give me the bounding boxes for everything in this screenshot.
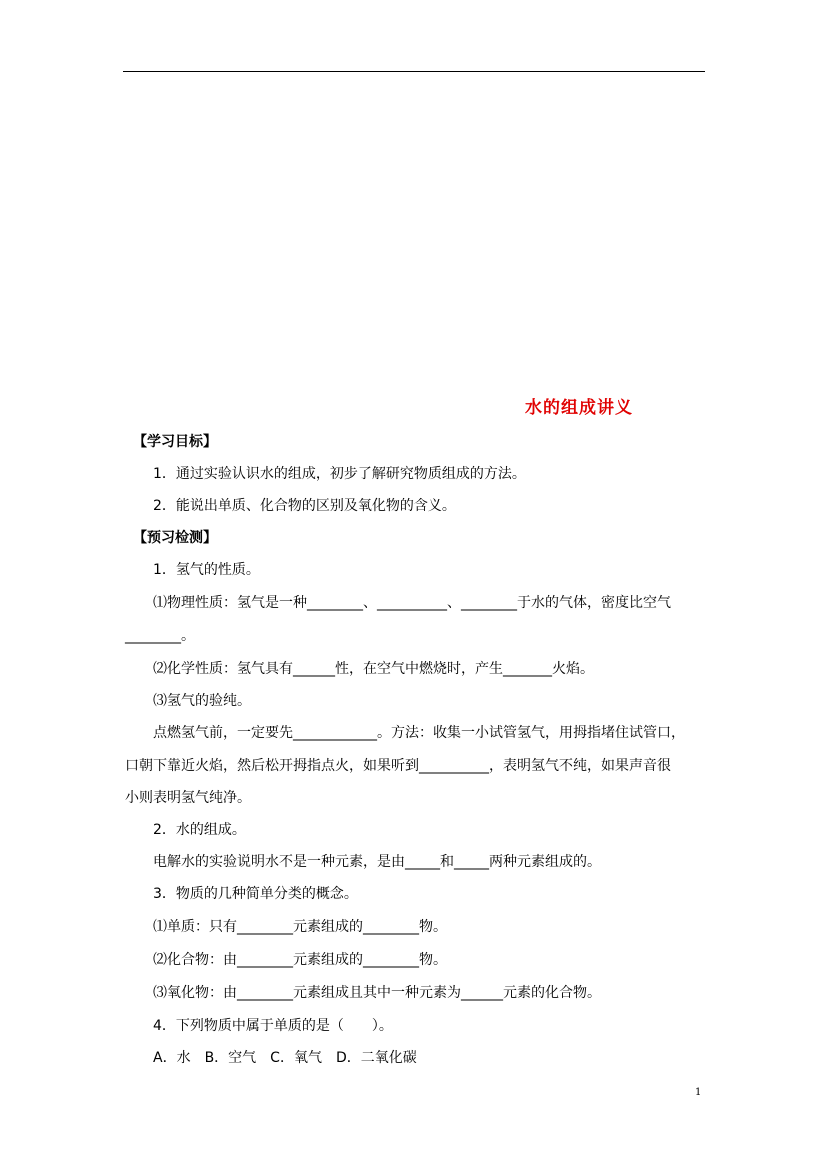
question-3-heading: 3．物质的几种简单分类的概念。 [153, 886, 358, 902]
question-1-purity-text: 点燃氢气前，一定要先____________。方法：收集一小试管氢气，用拇指堵住试管口， [153, 725, 685, 741]
goal-item-1: 1．通过实验认识水的组成，初步了解研究物质组成的方法。 [153, 466, 526, 482]
question-4-options: A．水 B．空气 C．氧气 D．二氧化碳 [153, 1050, 417, 1066]
question-2-text: 电解水的实验说明水不是一种元素，是由_____和_____两种元素组成的。 [153, 854, 601, 870]
question-4-heading: 4．下列物质中属于单质的是（ ）。 [153, 1018, 393, 1034]
question-2-heading: 2．水的组成。 [153, 822, 246, 838]
section-heading-preview: 【预习检测】 [133, 530, 217, 546]
question-1-purity-text-cont: 口朝下靠近火焰，然后松开拇指点火，如果听到__________，表明氢气不纯，如果声音很 [125, 758, 671, 774]
header-rule [123, 71, 705, 72]
question-1-chemical: ⑵化学性质：氢气具有______性，在空气中燃烧时，产生_______火焰。 [153, 661, 594, 677]
section-heading-goals: 【学习目标】 [133, 434, 217, 450]
question-1-purity-text-end: 小则表明氢气纯净。 [125, 790, 251, 806]
question-3-oxide: ⑶氧化物：由________元素组成且其中一种元素为______元素的化合物。 [153, 985, 601, 1001]
page-number: 1 [695, 1087, 702, 1098]
goal-item-2: 2．能说出单质、化合物的区别及氧化物的含义。 [153, 498, 456, 514]
question-1-heading: 1．氢气的性质。 [153, 562, 260, 578]
question-1-purity-heading: ⑶氢气的验纯。 [153, 693, 251, 709]
question-3-compound: ⑵化合物：由________元素组成的________物。 [153, 952, 447, 968]
question-3-element: ⑴单质：只有________元素组成的________物。 [153, 919, 447, 935]
question-1-physical: ⑴物理性质：氢气是一种________、__________、________于水的气体，密度比空气 [153, 595, 671, 611]
page-title: 水的组成讲义 [525, 398, 633, 418]
question-1-physical-cont: ________。 [125, 628, 195, 644]
